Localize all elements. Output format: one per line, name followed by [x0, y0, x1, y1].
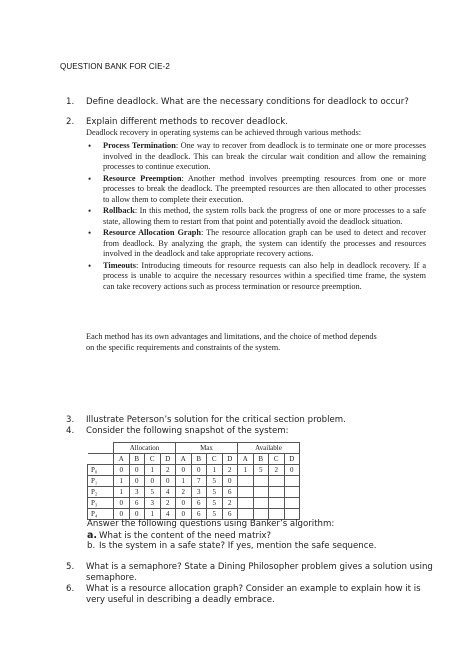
- avail-cell: 1: [238, 465, 254, 476]
- alloc-cell: 1: [145, 509, 161, 520]
- alloc-cell: 0: [129, 476, 145, 487]
- table-row: [88, 465, 300, 476]
- avail-cell: 0: [284, 465, 300, 476]
- question-text: What is a resource allocation graph? Consider an example to explain how it is very useful in describing a deadly embrace.: [86, 584, 421, 605]
- bullet-icon: •: [88, 260, 92, 271]
- closing-paragraph: Each method has its own advantages and limitations, and the choice of method depends on the specific requirements and constraints of the system.: [86, 332, 377, 352]
- max-cell: 0: [176, 498, 192, 509]
- question-3: [66, 415, 434, 426]
- alloc-cell: 2: [160, 498, 176, 509]
- max-cell: 6: [191, 498, 207, 509]
- answer-intro: Deadlock recovery in operating systems can be achieved through various methods:: [86, 128, 362, 137]
- method-text: : One way to recover from deadlock is to terminate one or more processes involved in the deadlock. This can break the circular wait condition and allow the remaining processes to continue execution.: [103, 141, 426, 171]
- question-text: Illustrate Peterson’s solution for the critical section problem.: [86, 415, 346, 425]
- alloc-cell: 4: [160, 509, 176, 520]
- question-1: [66, 97, 434, 108]
- alloc-cell: 1: [145, 465, 161, 476]
- method-term: Process Termination: [103, 141, 176, 150]
- question-5: [66, 562, 434, 584]
- max-cell: 6: [191, 509, 207, 520]
- avail-cell: [284, 476, 300, 487]
- sub-question-text: What is the content of the need matrix?: [99, 531, 272, 541]
- column-header: A: [238, 454, 254, 465]
- column-header: C: [207, 454, 223, 465]
- question-number: 6.: [66, 584, 75, 594]
- max-cell: 5: [207, 487, 223, 498]
- alloc-cell: 3: [145, 498, 161, 509]
- sub-question-label: a.: [87, 530, 98, 541]
- max-cell: 6: [222, 487, 238, 498]
- question-number: 5.: [66, 562, 75, 572]
- avail-cell: 5: [253, 465, 269, 476]
- table-row: [88, 476, 300, 487]
- max-cell: 1: [176, 476, 192, 487]
- question-number: 1.: [66, 97, 75, 107]
- avail-cell: [284, 509, 300, 520]
- question-number: 2.: [66, 117, 75, 127]
- table-column-header: [88, 454, 300, 465]
- alloc-cell: 1: [114, 487, 130, 498]
- max-cell: 0: [222, 476, 238, 487]
- avail-cell: [269, 498, 285, 509]
- answer-instructions: Answer the following questions using Banker’s algorithm:: [87, 519, 335, 529]
- max-cell: 0: [176, 465, 192, 476]
- process-cell: P₄: [88, 509, 114, 520]
- alloc-cell: 0: [129, 509, 145, 520]
- table-group-header: [88, 443, 300, 454]
- list-item: [86, 228, 426, 260]
- alloc-cell: 0: [160, 476, 176, 487]
- alloc-cell: 0: [114, 509, 130, 520]
- max-cell: 7: [191, 476, 207, 487]
- question-text: Consider the following snapshot of the system:: [86, 426, 289, 436]
- question-text: Define deadlock. What are the necessary conditions for deadlock to occur?: [86, 97, 409, 107]
- list-item: [86, 206, 426, 227]
- method-text: : The resource allocation graph can be used to detect and recover from deadlock. By analyzing the graph, the system can identify the processes and resources involved in the deadlock and take appropriate recovery actions.: [103, 228, 426, 258]
- avail-cell: [253, 487, 269, 498]
- avail-cell: [284, 487, 300, 498]
- alloc-cell: 0: [114, 465, 130, 476]
- question-text: What is a semaphore? State a Dining Philosopher problem gives a solution using semaphore.: [86, 562, 433, 583]
- alloc-cell: 3: [129, 487, 145, 498]
- table-corner: [88, 454, 114, 465]
- list-item: [86, 141, 426, 173]
- method-term: Resource Allocation Graph: [103, 228, 201, 237]
- avail-cell: [253, 498, 269, 509]
- method-text: : Another method involves preempting resources from one or more processes to break the deadlock. The preempted resources are then allocated to other processes to allow them to complete their execution.: [103, 173, 426, 204]
- column-header: B: [129, 454, 145, 465]
- process-cell: P₂: [88, 487, 114, 498]
- max-cell: 1: [207, 465, 223, 476]
- alloc-cell: 4: [160, 487, 176, 498]
- process-cell: P₁: [88, 476, 114, 487]
- alloc-cell: 6: [129, 498, 145, 509]
- alloc-cell: 5: [145, 487, 161, 498]
- question-4: [66, 426, 434, 437]
- max-cell: 0: [191, 465, 207, 476]
- sub-question-label: b.: [87, 541, 96, 551]
- alloc-cell: 0: [145, 476, 161, 487]
- recovery-methods-list: [86, 141, 426, 293]
- method-term: Rollback: [103, 206, 135, 215]
- method-term: Timeouts: [103, 260, 137, 270]
- max-cell: 5: [207, 509, 223, 520]
- column-header: D: [222, 454, 238, 465]
- alloc-cell: 1: [114, 476, 130, 487]
- avail-cell: [253, 509, 269, 520]
- column-header: C: [269, 454, 285, 465]
- avail-cell: [238, 509, 254, 520]
- max-cell: 2: [176, 487, 192, 498]
- max-cell: 2: [222, 498, 238, 509]
- question-6: [66, 584, 434, 606]
- column-header: C: [145, 454, 161, 465]
- column-header: B: [191, 454, 207, 465]
- process-cell: P₀: [88, 465, 114, 476]
- question-number: 3.: [66, 415, 75, 425]
- alloc-cell: 0: [114, 498, 130, 509]
- column-header: B: [253, 454, 269, 465]
- column-header: A: [114, 454, 130, 465]
- table-row: [88, 487, 300, 498]
- column-header: A: [176, 454, 192, 465]
- question-2: [66, 117, 434, 128]
- avail-cell: [269, 487, 285, 498]
- max-cell: 2: [222, 465, 238, 476]
- column-header: D: [160, 454, 176, 465]
- max-cell: 5: [207, 498, 223, 509]
- avail-cell: [238, 498, 254, 509]
- avail-cell: [253, 476, 269, 487]
- sub-question-text: Is the system in a safe state? If yes, mention the safe sequence.: [99, 541, 377, 551]
- group-header-max: Max: [176, 443, 238, 454]
- alloc-cell: 2: [160, 465, 176, 476]
- avail-cell: [284, 498, 300, 509]
- method-text: : Introducing timeouts for resource requests can also help in deadlock recovery. If a process is unable to acquire the necessary resources within a specified time frame, the system can take recovery actions such as process termination or resource preemption.: [103, 260, 426, 291]
- bullet-icon: •: [88, 228, 92, 238]
- max-cell: 0: [176, 509, 192, 520]
- avail-cell: [269, 509, 285, 520]
- group-header-allocation: Allocation: [114, 443, 176, 454]
- bullet-icon: •: [88, 206, 92, 216]
- page-title: QUESTION BANK FOR CIE-2: [60, 62, 170, 71]
- max-cell: 6: [222, 509, 238, 520]
- avail-cell: [238, 476, 254, 487]
- method-term: Resource Preemption: [103, 173, 182, 183]
- question-text: Explain different methods to recover deadlock.: [86, 117, 288, 127]
- sub-question-b: [87, 541, 376, 552]
- bullet-icon: •: [88, 173, 92, 184]
- question-number: 4.: [66, 426, 75, 436]
- alloc-cell: 0: [129, 465, 145, 476]
- process-cell: P₃: [88, 498, 114, 509]
- max-cell: 5: [207, 476, 223, 487]
- bullet-icon: •: [88, 141, 92, 151]
- table-row: [88, 509, 300, 520]
- avail-cell: [269, 476, 285, 487]
- avail-cell: 2: [269, 465, 285, 476]
- method-text: : In this method, the system rolls back the progress of one or more processes to a safe state, allowing them to restart from that point and potentially avoid the deadlock situation.: [103, 206, 426, 226]
- list-item: [86, 174, 426, 206]
- column-header: D: [284, 454, 300, 465]
- max-cell: 3: [191, 487, 207, 498]
- avail-cell: [238, 487, 254, 498]
- snapshot-table: [87, 442, 300, 520]
- list-item: [86, 261, 426, 293]
- group-header-available: Available: [238, 443, 300, 454]
- table-corner: [88, 443, 114, 454]
- table-row: [88, 498, 300, 509]
